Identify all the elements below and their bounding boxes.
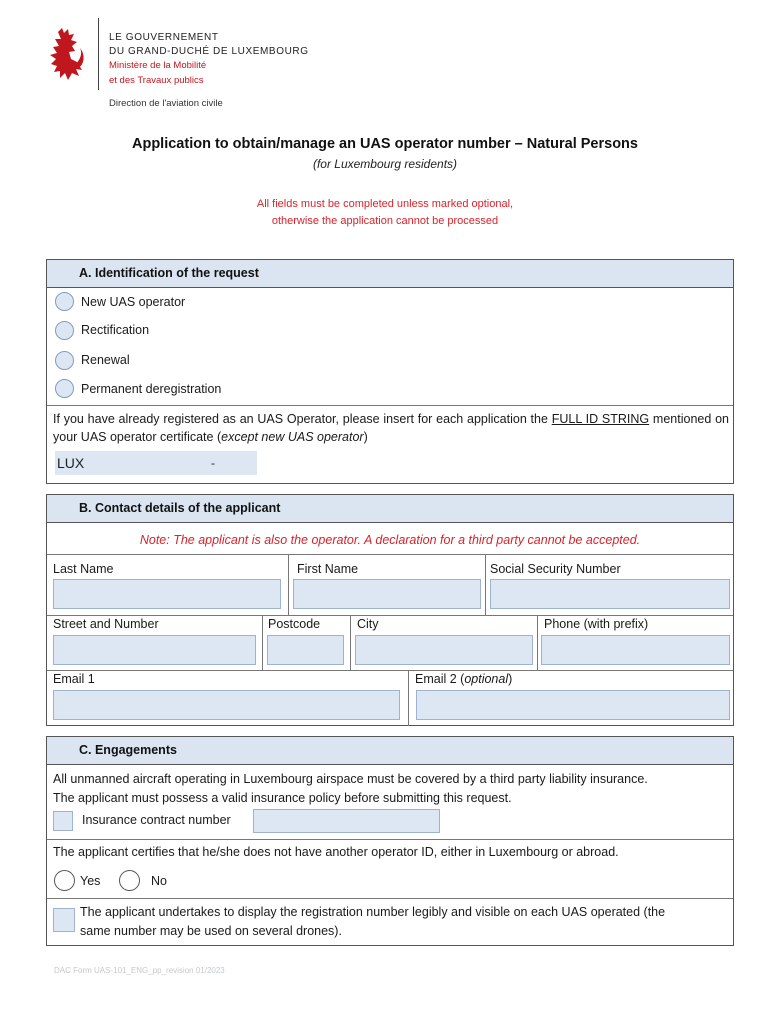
full-id-string: FULL ID STRING <box>551 412 650 426</box>
luxembourg-lion-logo <box>44 26 88 82</box>
postcode-input[interactable] <box>267 635 344 665</box>
postcode-label: Postcode <box>268 617 321 631</box>
completion-warning-2: otherwise the application cannot be processed <box>271 215 499 227</box>
ssn-input[interactable] <box>490 579 730 609</box>
id-instruction-text-3: ) <box>363 430 368 444</box>
section-a-heading <box>47 260 733 288</box>
option-permanent-deregistration: Permanent deregistration <box>81 382 222 396</box>
government-line-1: LE GOUVERNEMENT <box>109 32 219 43</box>
section-b-divider-3 <box>47 670 733 671</box>
email2-optional-tag: optional <box>464 672 509 686</box>
first-name-input[interactable] <box>293 579 481 609</box>
certify-text: The applicant certifies that he/she does not have another operator ID, either in Luxembourg or abroad. <box>53 845 619 859</box>
last-name-input[interactable] <box>53 579 281 609</box>
section-c <box>46 736 734 946</box>
section-b-divider-2 <box>47 615 733 616</box>
form-footer: DAC Form UAS-101_ENG_pp_revision 01/2023 <box>54 966 225 975</box>
ministry-line-1: Ministère de la Mobilité <box>109 60 207 71</box>
row2-divider-2 <box>350 615 351 670</box>
section-c-title: C. Engagements <box>79 743 177 757</box>
email1-label: Email 1 <box>53 672 95 686</box>
operator-id-separator: - <box>211 456 215 470</box>
no-label: No <box>151 874 167 888</box>
id-instruction <box>53 410 729 446</box>
option-rectification: Rectification <box>81 323 150 337</box>
section-a-title: A. Identification of the request <box>79 266 259 280</box>
option-renewal: Renewal <box>81 353 130 367</box>
last-name-label: Last Name <box>53 562 114 576</box>
id-instruction-text-1: If you have already registered as an UAS Operator, please insert for each application the <box>53 412 552 426</box>
phone-label: Phone (with prefix) <box>544 617 649 631</box>
display-text-2: same number may be used on several drones). <box>80 924 342 938</box>
operator-note: Note: The applicant is also the operator. A declaration for a third party cannot be accepted. <box>139 533 641 547</box>
radio-permanent-deregistration[interactable] <box>55 379 74 398</box>
ministry-line-2: et des Travaux publics <box>109 75 204 86</box>
section-b-heading <box>47 495 733 523</box>
section-c-divider-1 <box>47 839 733 840</box>
section-b-divider-1 <box>47 554 733 555</box>
ssn-label: Social Security Number <box>490 562 621 576</box>
section-a <box>46 259 734 484</box>
radio-no[interactable] <box>119 870 140 891</box>
section-b-title: B. Contact details of the applicant <box>79 501 281 515</box>
city-input[interactable] <box>355 635 533 665</box>
row3-divider <box>408 670 409 726</box>
email2-label-text: Email 2 ( <box>415 672 465 686</box>
radio-new-uas-operator[interactable] <box>55 292 74 311</box>
street-input[interactable] <box>53 635 256 665</box>
row2-divider-1 <box>262 615 263 670</box>
directorate-name: Direction de l'aviation civile <box>109 98 223 109</box>
form-subtitle: (for Luxembourg residents) <box>312 157 458 171</box>
display-text-1: The applicant undertakes to display the registration number legibly and visible on each UAS operated (the <box>80 905 666 919</box>
radio-rectification[interactable] <box>55 321 74 340</box>
id-instruction-text-2: mentioned on your UAS operator certificate ( <box>53 412 729 444</box>
section-a-divider <box>47 405 733 406</box>
phone-input[interactable] <box>541 635 730 665</box>
city-label: City <box>357 617 379 631</box>
operator-id-prefix: LUX <box>57 455 85 471</box>
row1-divider-1 <box>288 554 289 615</box>
display-registration-checkbox[interactable] <box>53 908 75 932</box>
email2-label-close: ) <box>508 672 513 686</box>
street-label: Street and Number <box>53 617 159 631</box>
row1-divider-2 <box>485 554 486 615</box>
radio-renewal[interactable] <box>55 351 74 370</box>
email2-label <box>415 672 512 686</box>
operator-id-field[interactable] <box>55 451 257 475</box>
section-c-divider-2 <box>47 898 733 899</box>
row2-divider-3 <box>537 615 538 670</box>
first-name-label: First Name <box>297 562 359 576</box>
header-divider <box>98 18 99 90</box>
government-line-2: DU GRAND-DUCHÉ DE LUXEMBOURG <box>109 46 309 57</box>
section-b <box>46 494 734 726</box>
option-new-uas-operator: New UAS operator <box>81 295 186 309</box>
email1-input[interactable] <box>53 690 400 720</box>
section-c-heading <box>47 737 733 765</box>
insurance-checkbox[interactable] <box>53 811 73 831</box>
insurance-text-1: All unmanned aircraft operating in Luxembourg airspace must be covered by a third party liability insurance. <box>53 772 648 786</box>
insurance-contract-input[interactable] <box>253 809 440 833</box>
radio-yes[interactable] <box>54 870 75 891</box>
completion-warning-1: All fields must be completed unless marked optional, <box>256 198 514 210</box>
yes-label: Yes <box>80 874 101 888</box>
insurance-contract-label: Insurance contract number <box>82 813 231 827</box>
email2-input[interactable] <box>416 690 730 720</box>
id-instruction-italic: except new UAS operator <box>221 430 364 444</box>
form-title: Application to obtain/manage an UAS operator number – Natural Persons <box>132 136 638 152</box>
insurance-text-2: The applicant must possess a valid insurance policy before submitting this request. <box>53 791 512 805</box>
